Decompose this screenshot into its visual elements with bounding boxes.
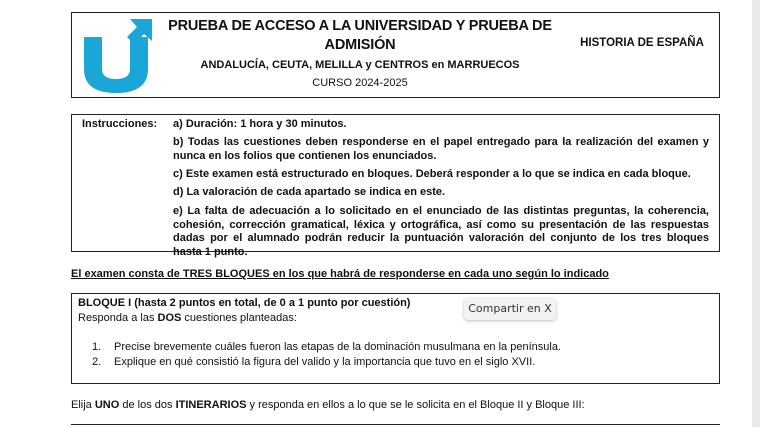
question-item bbox=[92, 356, 535, 368]
instruction-item: a) Duración: 1 hora y 30 minutos. bbox=[173, 118, 347, 130]
instructions-box bbox=[71, 114, 720, 258]
exam-region: ANDALUCÍA, CEUTA, MELILLA y CENTROS en MARRUECOS bbox=[200, 59, 520, 71]
instructions-label: Instrucciones: bbox=[82, 118, 158, 130]
question-text: Explique en qué consistió la figura del valido y la importancia que tuvo en el siglo XVII. bbox=[114, 356, 536, 368]
instruction-item: d) La valoración de cada apartado se indica en este. bbox=[173, 186, 446, 198]
itinerary-text: y responda en ellos a lo que se le solicita en el Bloque II y Bloque III: bbox=[246, 399, 585, 411]
itinerary-instruction bbox=[71, 399, 585, 411]
exam-title bbox=[164, 17, 556, 55]
section-divider bbox=[71, 424, 720, 425]
question-number: 2. bbox=[92, 356, 102, 368]
question-text: Precise brevemente cuáles fueron las etapas de la dominación musulmana en la península. bbox=[114, 341, 561, 353]
instruction-bold: DOS bbox=[157, 312, 182, 324]
instruction-text: Responda a las bbox=[78, 312, 158, 324]
exam-course: CURSO 2024-2025 bbox=[312, 77, 408, 89]
instruction-item: e) La falta de adecuación a lo solicitado en el enunciado de las distintas preguntas, la coherencia, cohesión, corrección gramatical, léxica y ortográfica, así como su presentación de las respuestas dadas por el alumnado podrán reducir la puntuación valoración del conjunto de los tres bloques hasta 1 punto. bbox=[173, 205, 709, 258]
instruction-item: b) Todas las cuestiones deben responderse en el papel entregado para la realización del examen y nunca en los folios que contienen los enunciados. bbox=[173, 136, 709, 162]
instruction-item: c) Este examen está estructurado en bloques. Deberá responder a lo que se indica en cada bloque. bbox=[173, 168, 691, 180]
exam-title-line2: ADMISIÓN bbox=[324, 37, 396, 53]
itinerary-bold: UNO bbox=[94, 399, 120, 411]
bloque-1-title: BLOQUE I (hasta 2 puntos en total, de 0 a 1 punto por cuestión) bbox=[78, 297, 411, 309]
bloque-1-instruction bbox=[78, 312, 297, 324]
exam-subject: HISTORIA DE ESPAÑA bbox=[580, 37, 704, 49]
exam-title-line1: PRUEBA DE ACCESO A LA UNIVERSIDAD Y PRUEBA DE bbox=[168, 18, 552, 34]
instruction-text: cuestiones planteadas: bbox=[181, 312, 297, 324]
itinerary-text: Elija bbox=[71, 399, 95, 411]
bloque-1-box bbox=[71, 293, 720, 384]
itinerary-text: de los dos bbox=[119, 399, 176, 411]
window-scrollbar-strip bbox=[752, 0, 760, 427]
itinerary-bold: ITINERARIOS bbox=[175, 399, 247, 411]
exam-structure-note: El examen consta de TRES BLOQUES en los que habrá de responderse en cada uno según lo indicado bbox=[71, 268, 609, 280]
question-number: 1. bbox=[92, 341, 102, 353]
question-item bbox=[92, 341, 561, 353]
exam-header bbox=[71, 12, 720, 98]
university-logo-icon bbox=[80, 17, 160, 95]
share-on-x-button[interactable]: Compartir en X bbox=[464, 298, 556, 320]
